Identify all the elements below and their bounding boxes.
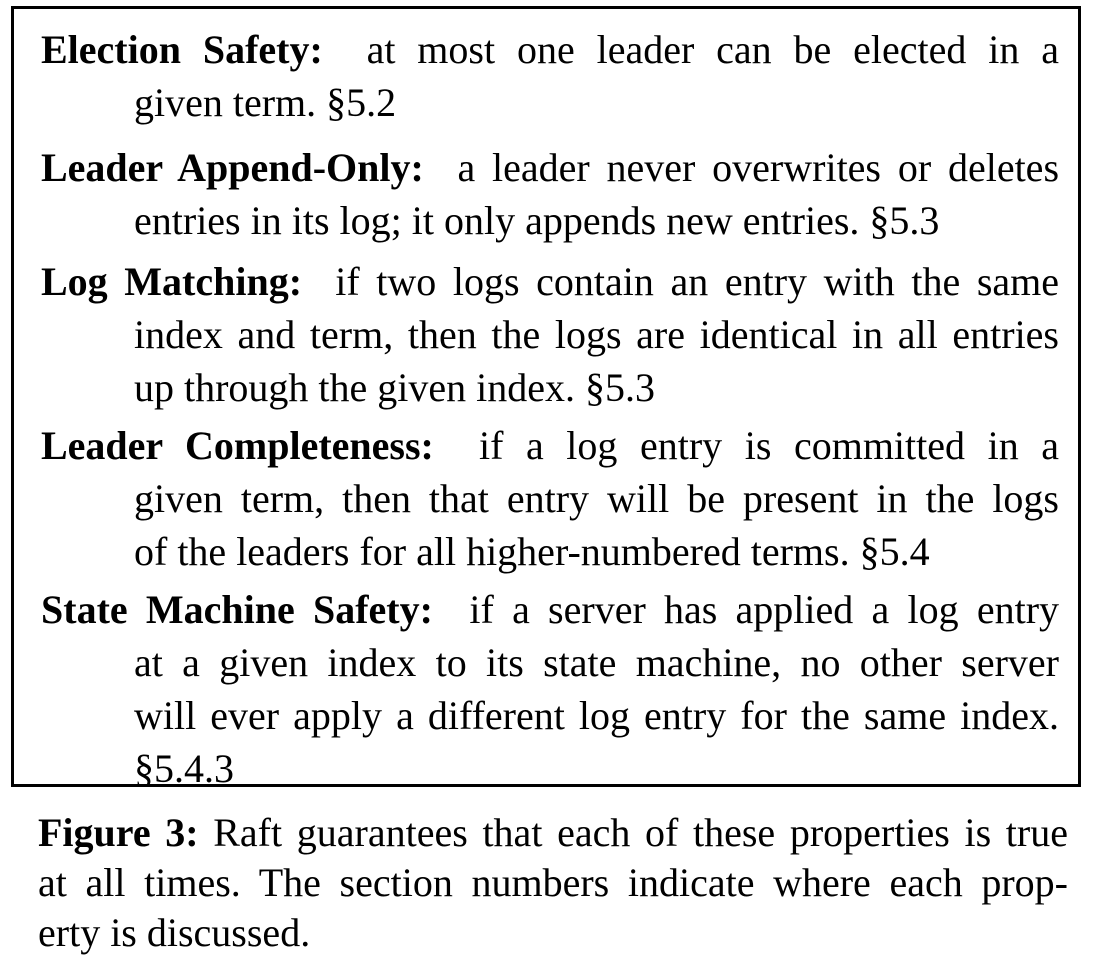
property-text: if a log entry is committed in a bbox=[479, 423, 1060, 468]
property-leader-append-only bbox=[41, 141, 1059, 247]
property-first-line bbox=[41, 419, 1059, 472]
property-state-machine-safety bbox=[41, 583, 1059, 795]
property-text: up through the given index. §5.3 bbox=[134, 365, 656, 410]
property-first-line bbox=[41, 23, 1059, 76]
property-term: Leader Append-Only: bbox=[41, 145, 424, 190]
property-term: Election Safety: bbox=[41, 27, 323, 72]
caption-text: Raft guarantees that each of these properties is true bbox=[213, 810, 1068, 855]
property-log-matching bbox=[41, 255, 1059, 414]
property-text: at a given index to its state machine, no other server bbox=[134, 640, 1059, 685]
property-text: will ever apply a different log entry for the same index. bbox=[134, 693, 1059, 738]
caption-label: Figure 3: bbox=[38, 810, 199, 855]
property-first-line bbox=[41, 255, 1059, 308]
figure-caption bbox=[38, 808, 1068, 958]
property-text: given term. §5.2 bbox=[134, 80, 397, 125]
property-term: State Machine Safety: bbox=[41, 587, 433, 632]
property-first-line bbox=[41, 583, 1059, 636]
property-term: Leader Completeness: bbox=[41, 423, 434, 468]
property-text: given term, then that entry will be present in the logs bbox=[134, 476, 1059, 521]
property-text: at most one leader can be elected in a bbox=[366, 27, 1059, 72]
caption-text: at all times. The section numbers indicate where each prop- bbox=[38, 860, 1068, 905]
property-text: entries in its log; it only appends new entries. §5.3 bbox=[134, 198, 940, 243]
caption-text: erty is discussed. bbox=[38, 910, 311, 955]
property-text: index and term, then the logs are identical in all entries bbox=[134, 312, 1059, 357]
property-term: Log Matching: bbox=[41, 259, 303, 304]
property-text: if a server has applied a log entry bbox=[469, 587, 1060, 632]
figure-box bbox=[11, 6, 1081, 791]
property-first-line bbox=[41, 141, 1059, 194]
property-text: §5.4.3 bbox=[134, 746, 234, 791]
property-text: a leader never overwrites or deletes bbox=[457, 145, 1060, 190]
property-text: of the leaders for all higher-numbered terms. §5.4 bbox=[134, 529, 930, 574]
property-election-safety bbox=[41, 23, 1059, 129]
property-leader-completeness bbox=[41, 419, 1059, 578]
property-text: if two logs contain an entry with the same bbox=[335, 259, 1060, 304]
caption-first-line bbox=[38, 808, 1068, 858]
